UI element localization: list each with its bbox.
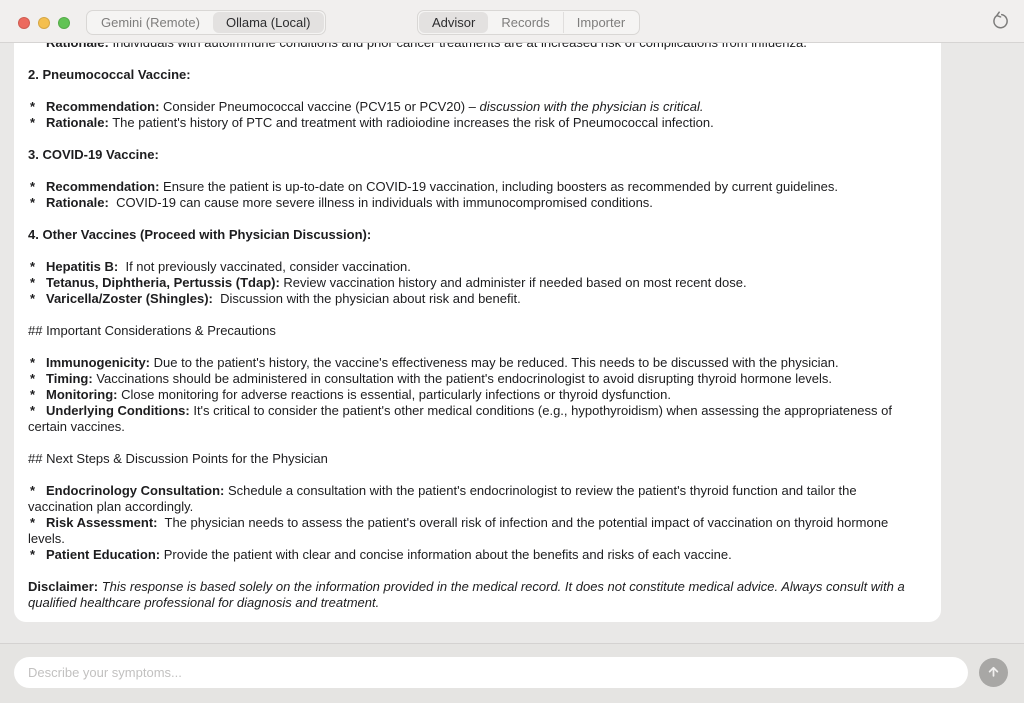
text-segment: Ensure the patient is up-to-date on COVID-19 vaccination, including boosters as recommended by current guidelines. xyxy=(159,179,838,194)
text-segment: Disclaimer: xyxy=(28,579,99,594)
text-segment: Schedule a consultation with the patient's endocrinologist to review the patient's thyroid function and tailor the vaccination plan accordingly. xyxy=(28,483,861,514)
composer-bar xyxy=(0,643,1024,703)
text-segment: Review vaccination history and administer if needed based on most recent dose. xyxy=(279,275,747,290)
text-segment: Consider Pneumococcal vaccine (PCV15 or PCV20) – xyxy=(159,99,480,114)
text-segment: Patient Education: xyxy=(46,547,161,562)
chat-scroll-area[interactable] xyxy=(0,43,1024,643)
message-block-bullets xyxy=(28,355,921,435)
bullet-marker: * xyxy=(30,259,36,274)
bullet-marker: * xyxy=(30,195,36,210)
nav-segmented-control xyxy=(417,10,640,35)
bullet-item xyxy=(28,547,921,563)
nav-tab-records[interactable]: Records xyxy=(501,15,550,30)
bullet-marker: * xyxy=(30,179,36,194)
message-block-heading: 2. Pneumococcal Vaccine: xyxy=(28,67,191,82)
zoom-window-button[interactable] xyxy=(58,17,70,29)
assistant-message-card xyxy=(14,43,941,622)
bullet-marker: * xyxy=(30,275,36,290)
send-button[interactable] xyxy=(979,658,1008,687)
bullet-item xyxy=(28,99,921,115)
bullet-marker: * xyxy=(30,355,36,370)
text-segment: Hepatitis B: xyxy=(46,259,119,274)
bullet-marker: * xyxy=(30,387,36,402)
text-segment: It's critical to consider the patient's other medical conditions (e.g., hypothyroidism) when assessing the appropriateness of certain vaccines. xyxy=(28,403,896,434)
bullet-marker: * xyxy=(30,115,36,130)
message-block-plain: ## Important Considerations & Precautions xyxy=(28,323,276,338)
text-segment: Timing: xyxy=(46,371,93,386)
text-segment: Vaccinations should be administered in consultation with the patient's endocrinologist to avoid disrupting thyroid hormone levels. xyxy=(92,371,833,386)
text-segment: Discussion with the physician about risk and benefit. xyxy=(212,291,521,306)
bullet-marker: * xyxy=(30,403,36,418)
message-block-bullets xyxy=(28,99,921,131)
message-block-heading: 4. Other Vaccines (Proceed with Physician Discussion): xyxy=(28,227,372,242)
bullet-item xyxy=(28,403,921,435)
message-block-bullets xyxy=(28,179,921,211)
bullet-marker: * xyxy=(30,371,36,386)
bullet-item xyxy=(28,515,921,547)
text-segment: COVID-19 can cause more severe illness in individuals with immunocompromised conditions. xyxy=(108,195,653,210)
text-segment: Recommendation: xyxy=(46,99,160,114)
text-segment: Rationale: xyxy=(46,195,109,210)
message-block-bullets xyxy=(28,483,921,563)
bullet-marker: * xyxy=(30,291,36,306)
text-segment: Immunogenicity: xyxy=(46,355,151,370)
close-window-button[interactable] xyxy=(18,17,30,29)
model-segmented-control xyxy=(86,10,326,35)
message-block-disclaimer xyxy=(28,579,921,611)
bullet-item xyxy=(28,275,921,291)
text-segment: Close monitoring for adverse reactions is essential, particularly infections or thyroid dysfunction. xyxy=(117,387,671,402)
text-segment: Monitoring: xyxy=(46,387,118,402)
refresh-button[interactable] xyxy=(988,10,1012,34)
bullet-marker: * xyxy=(30,547,36,562)
bullet-item xyxy=(28,179,921,195)
nav-tab-advisor[interactable]: Advisor xyxy=(419,12,488,33)
symptoms-input[interactable] xyxy=(14,657,968,688)
text-segment: Recommendation: xyxy=(46,179,160,194)
text-segment: Risk Assessment: xyxy=(46,515,158,530)
bullet-item xyxy=(28,483,921,515)
bullet-item xyxy=(28,387,921,403)
title-bar xyxy=(0,0,1024,43)
message-block-bullets xyxy=(28,259,921,307)
text-segment: Provide the patient with clear and concise information about the benefits and risks of each vaccine. xyxy=(160,547,732,562)
text-segment: Underlying Conditions: xyxy=(46,403,190,418)
model-tab-ollama-local[interactable]: Ollama (Local) xyxy=(213,12,324,33)
bullet-item xyxy=(28,371,921,387)
bullet-item xyxy=(28,355,921,371)
assistant-message xyxy=(28,35,921,611)
bullet-marker: * xyxy=(30,515,36,530)
text-segment: discussion with the physician is critical. xyxy=(479,99,704,114)
text-segment: Rationale: xyxy=(46,115,109,130)
text-segment: Due to the patient's history, the vaccine's effectiveness may be reduced. This needs to be discussed with the physician. xyxy=(150,355,839,370)
text-segment: Endocrinology Consultation: xyxy=(46,483,225,498)
text-segment: Tetanus, Diphtheria, Pertussis (Tdap): xyxy=(46,275,280,290)
bullet-item xyxy=(28,259,921,275)
minimize-window-button[interactable] xyxy=(38,17,50,29)
message-block-plain: ## Next Steps & Discussion Points for the Physician xyxy=(28,451,328,466)
message-block-heading: 3. COVID-19 Vaccine: xyxy=(28,147,159,162)
bullet-item xyxy=(28,195,921,211)
nav-tab-importer[interactable]: Importer xyxy=(563,12,638,33)
arrow-up-icon xyxy=(986,664,1001,682)
bullet-item xyxy=(28,291,921,307)
bullet-marker: * xyxy=(30,483,36,498)
bullet-item xyxy=(28,115,921,131)
bullet-marker: * xyxy=(30,99,36,114)
text-segment: The patient's history of PTC and treatment with radioiodine increases the risk of Pneumococcal infection. xyxy=(108,115,714,130)
arrow-counterclockwise-icon xyxy=(990,11,1010,34)
model-tab-gemini-remote[interactable]: Gemini (Remote) xyxy=(101,15,200,30)
text-segment: The physician needs to assess the patient's overall risk of infection and the potential impact of vaccination on thyroid hormone levels. xyxy=(28,515,892,546)
text-segment: Varicella/Zoster (Shingles): xyxy=(46,291,213,306)
text-segment: If not previously vaccinated, consider vaccination. xyxy=(118,259,411,274)
text-segment: This response is based solely on the information provided in the medical record. It does not constitute medical advice. Always consult with a qualified healthcare professional for diagnosis and treatment. xyxy=(28,579,909,610)
